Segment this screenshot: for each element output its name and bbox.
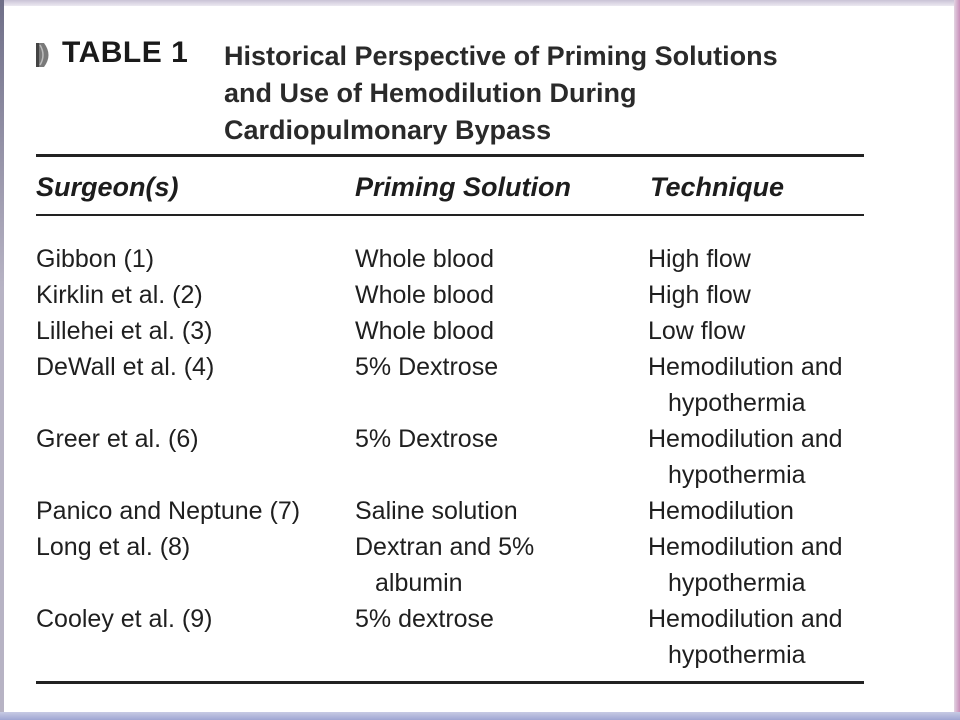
cell-priming-solution — [355, 277, 494, 313]
cell-line: Whole blood — [355, 245, 494, 273]
cell-line: hypothermia — [668, 569, 806, 597]
cell-line: Dextran and 5% — [355, 533, 535, 561]
cell-technique — [648, 313, 745, 349]
table-row — [0, 529, 960, 601]
cell-surgeon: Cooley et al. (9) — [36, 605, 213, 633]
cell-priming-solution — [355, 421, 498, 457]
cell-line: Hemodilution and — [648, 353, 843, 381]
table-row — [0, 241, 960, 277]
table-row — [0, 493, 960, 529]
table-row — [0, 349, 960, 421]
cell-line: Hemodilution and — [648, 605, 843, 633]
cell-surgeon: Lillehei et al. (3) — [36, 317, 213, 345]
cell-line: 5% dextrose — [355, 605, 494, 633]
cell-line: hypothermia — [668, 461, 806, 489]
table-top-rule — [36, 154, 864, 157]
cell-line: hypothermia — [668, 389, 806, 417]
cell-priming-solution — [355, 601, 494, 637]
cell-line: Hemodilution and — [648, 533, 843, 561]
table-row — [0, 421, 960, 493]
cell-surgeon: DeWall et al. (4) — [36, 353, 215, 381]
cell-technique — [648, 421, 843, 493]
cell-surgeon: Greer et al. (6) — [36, 425, 199, 453]
cell-line: Whole blood — [355, 281, 494, 309]
cell-line: Hemodilution — [648, 497, 794, 525]
cell-technique — [648, 601, 843, 673]
cell-priming-solution — [355, 313, 494, 349]
cell-priming-solution — [355, 493, 518, 529]
cell-surgeon: Gibbon (1) — [36, 245, 155, 273]
table-bottom-rule — [36, 681, 864, 684]
cell-technique — [648, 277, 751, 313]
cell-priming-solution — [355, 349, 498, 385]
cell-line: Hemodilution and — [648, 425, 843, 453]
cell-technique — [648, 241, 751, 277]
cell-surgeon: Long et al. (8) — [36, 533, 191, 561]
cell-line: albumin — [375, 569, 463, 597]
table-marker-icon — [34, 41, 54, 69]
cell-line: High flow — [648, 281, 751, 309]
cell-technique — [648, 529, 843, 601]
cell-line: High flow — [648, 245, 751, 273]
cell-surgeon: Panico and Neptune (7) — [36, 497, 301, 525]
column-header-surgeon: Surgeon(s) — [36, 172, 179, 202]
cell-line: Whole blood — [355, 317, 494, 345]
cell-line: Saline solution — [355, 497, 518, 525]
cell-priming-solution — [355, 241, 494, 277]
scan-edge-top — [0, 0, 960, 6]
cell-surgeon: Kirklin et al. (2) — [36, 281, 203, 309]
caption-line: Historical Perspective of Priming Solutions — [224, 41, 778, 71]
cell-technique — [648, 349, 843, 421]
cell-technique — [648, 493, 794, 529]
cell-priming-solution — [355, 529, 534, 601]
column-header-technique: Technique — [650, 172, 785, 202]
column-header-priming-solution: Priming Solution — [355, 172, 571, 202]
caption-line: Cardiopulmonary Bypass — [224, 115, 552, 145]
table-caption — [224, 38, 914, 149]
scan-edge-bottom — [0, 712, 960, 720]
caption-line: and Use of Hemodilution During — [224, 78, 637, 108]
table-row — [0, 313, 960, 349]
table-row — [0, 601, 960, 673]
cell-line: 5% Dextrose — [355, 353, 499, 381]
cell-line: 5% Dextrose — [355, 425, 499, 453]
table-row — [0, 277, 960, 313]
cell-line: hypothermia — [668, 641, 806, 669]
header-rule — [36, 214, 864, 216]
table-number: TABLE 1 — [62, 36, 189, 69]
table-body — [0, 241, 960, 673]
cell-line: Low flow — [648, 317, 746, 345]
